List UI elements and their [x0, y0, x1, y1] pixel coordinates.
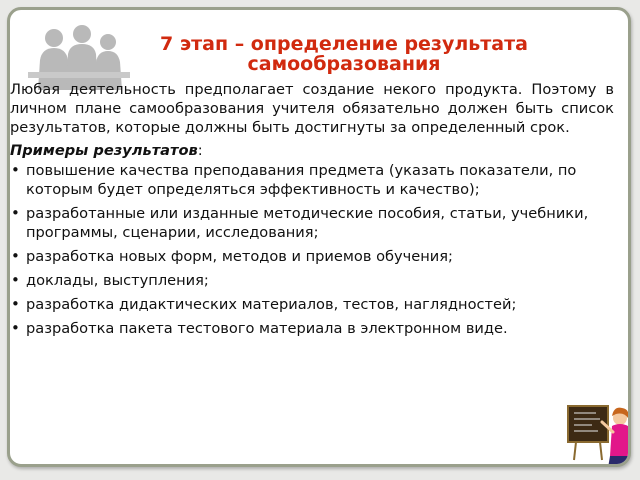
list-item: • разработанные или изданные методические пособия, статьи, учебники, программы, сценарии, исследования; [10, 204, 614, 242]
intro-paragraph: Любая деятельность предполагает создание некого продукта. Поэтому в личном плане самообразования учителя обязательно должен быть список результатов, которые должны быть достигнуты за определенный срок. [10, 81, 614, 136]
examples-heading [10, 141, 614, 160]
list-item: • повышение качества преподавания предмета (указать показатели, по которым будет определяться эффективность и качество); [10, 161, 614, 199]
examples-label: Примеры результатов [10, 142, 198, 159]
list-item: • разработка новых форм, методов и приемов обучения; [10, 247, 614, 266]
teacher-at-blackboard-icon [566, 402, 631, 467]
list-item: • доклады, выступления; [10, 271, 614, 290]
slide-frame [7, 7, 631, 467]
slide-title: 7 этап – определение результата самообразования [160, 33, 528, 75]
list-item: • разработка дидактических материалов, тестов, наглядностей; [10, 295, 614, 314]
examples-colon: : [197, 142, 203, 159]
list-item: • разработка пакета тестового материала в электронном виде. [10, 319, 614, 338]
results-list [10, 161, 614, 338]
slide-content [10, 80, 614, 343]
